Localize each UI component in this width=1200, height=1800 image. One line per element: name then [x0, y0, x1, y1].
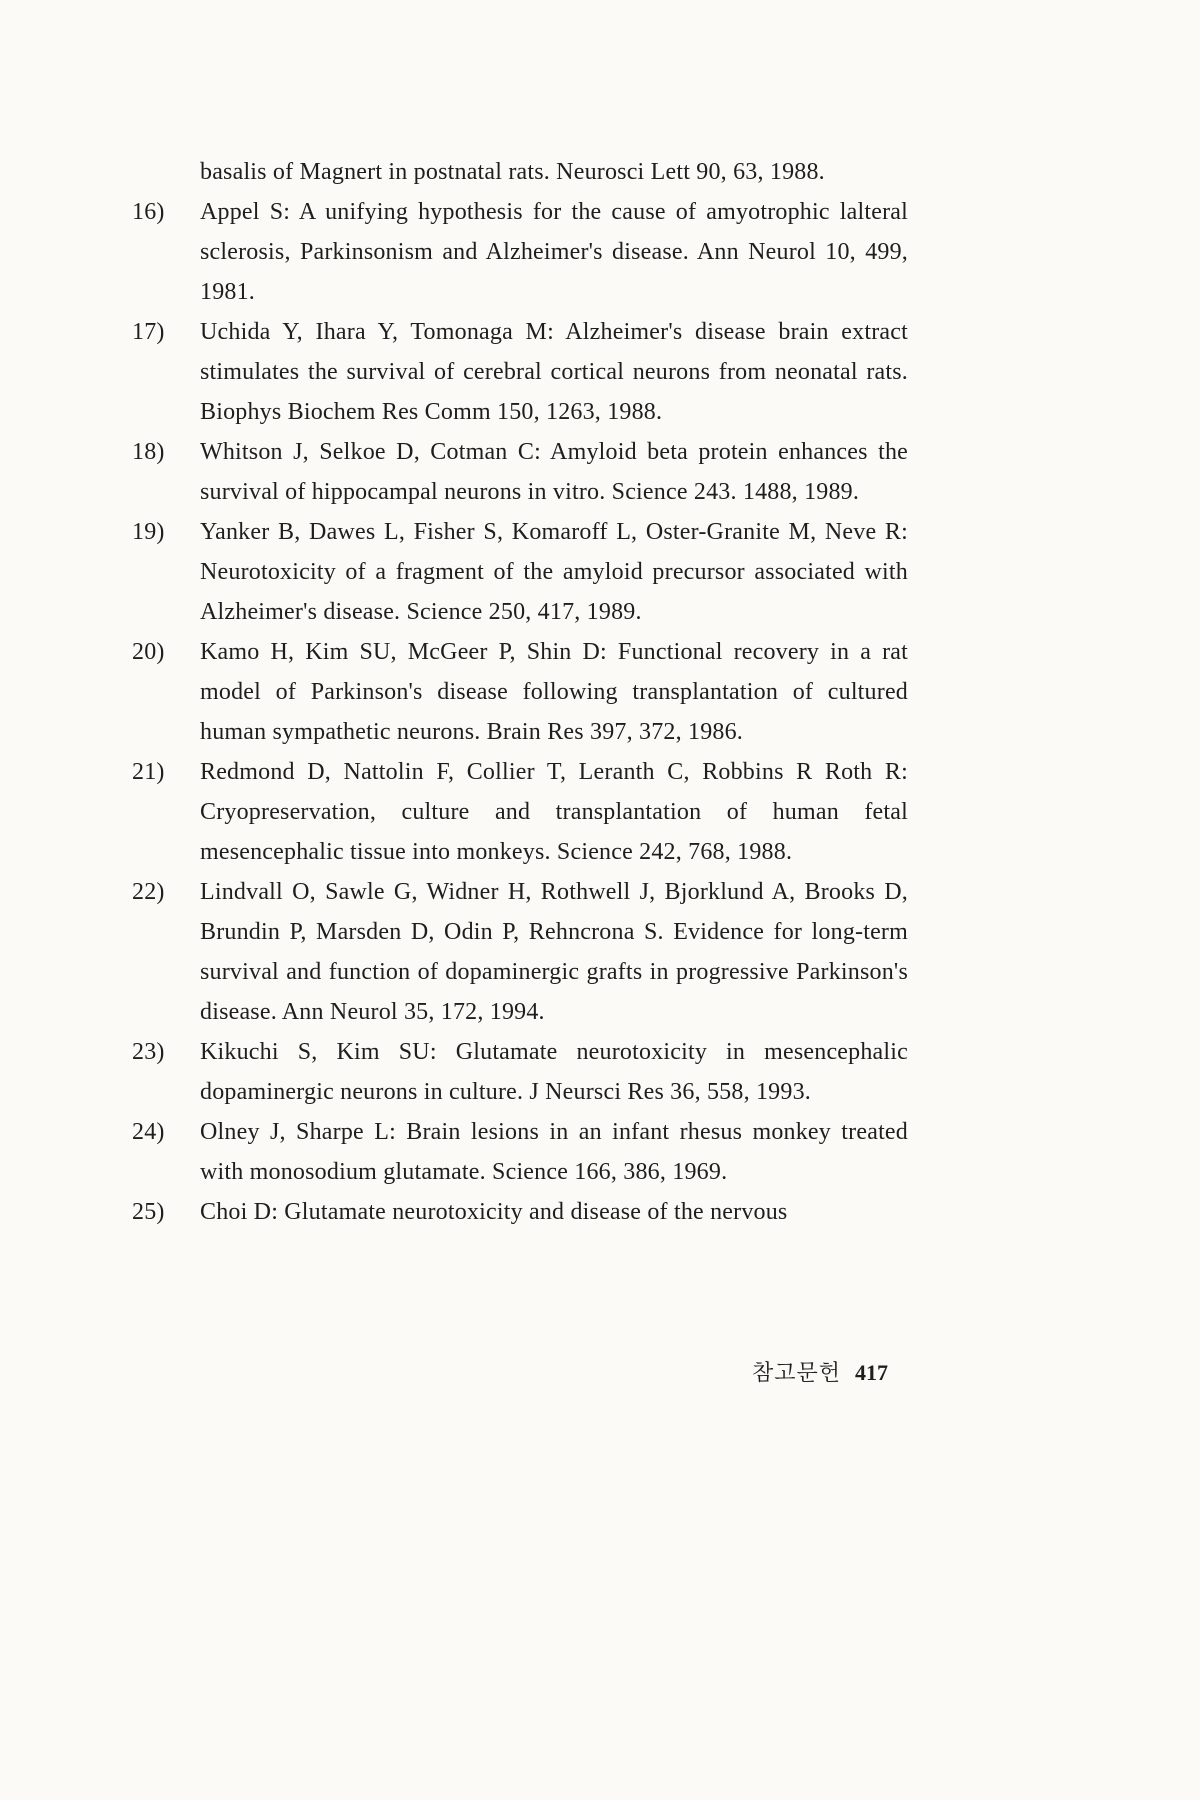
reference-item	[132, 192, 908, 312]
reference-number: 23)	[132, 1039, 165, 1065]
footer-page-number: 417	[855, 1360, 888, 1385]
references-list	[132, 152, 908, 1232]
reference-text: Whitson J, Selkoe D, Cotman C: Amyloid beta protein enhances the survival of hippocampal neurons in vitro. Science 243. 1488, 1989.	[200, 439, 908, 505]
reference-text: Choi D: Glutamate neurotoxicity and disease of the nervous	[200, 1199, 788, 1225]
reference-item	[132, 872, 908, 1032]
reference-text: Olney J, Sharpe L: Brain lesions in an infant rhesus monkey treated with monosodium glutamate. Science 166, 386, 1969.	[200, 1119, 908, 1185]
reference-item	[132, 1192, 908, 1232]
reference-number: 24)	[132, 1119, 165, 1145]
reference-item	[132, 1032, 908, 1112]
reference-text: Appel S: A unifying hypothesis for the cause of amyotrophic lalteral sclerosis, Parkinsonism and Alzheimer's disease. Ann Neurol 10, 499, 1981.	[200, 199, 908, 305]
reference-number: 16)	[132, 199, 165, 225]
reference-item	[132, 632, 908, 752]
reference-number: 19)	[132, 519, 165, 545]
reference-item	[132, 312, 908, 432]
reference-number: 18)	[132, 439, 165, 465]
reference-item	[132, 1112, 908, 1192]
reference-number: 17)	[132, 319, 165, 345]
footer-section-label: 참고문헌	[751, 1360, 841, 1385]
reference-text: basalis of Magnert in postnatal rats. Neurosci Lett 90, 63, 1988.	[200, 159, 825, 185]
reference-item	[132, 432, 908, 512]
reference-text: Redmond D, Nattolin F, Collier T, Leranth C, Robbins R Roth R: Cryopreservation, culture and transplantation of human fetal mesencephalic tissue into monkeys. Science 242, 768, 1988.	[200, 759, 908, 865]
reference-text: Yanker B, Dawes L, Fisher S, Komaroff L, Oster-Granite M, Neve R: Neurotoxicity of a fragment of the amyloid precursor associated with Alzheimer's disease. Science 250, 417, 1989.	[200, 519, 908, 625]
reference-number: 25)	[132, 1199, 165, 1225]
reference-number: 22)	[132, 879, 165, 905]
reference-text: Lindvall O, Sawle G, Widner H, Rothwell J, Bjorklund A, Brooks D, Brundin P, Marsden D, Odin P, Rehncrona S. Evidence for long-term survival and function of dopaminergic grafts in progressive Parkinson's disease. Ann Neurol 35, 172, 1994.	[200, 879, 908, 1025]
reference-text: Kikuchi S, Kim SU: Glutamate neurotoxicity in mesencephalic dopaminergic neurons in culture. J Neursci Res 36, 558, 1993.	[200, 1039, 908, 1105]
reference-item	[132, 152, 908, 192]
reference-item	[132, 752, 908, 872]
reference-number: 21)	[132, 759, 165, 785]
page-footer	[132, 1358, 888, 1388]
reference-text: Uchida Y, Ihara Y, Tomonaga M: Alzheimer's disease brain extract stimulates the survival of cerebral cortical neurons from neonatal rats. Biophys Biochem Res Comm 150, 1263, 1988.	[200, 319, 908, 425]
reference-number: 20)	[132, 639, 165, 665]
reference-text: Kamo H, Kim SU, McGeer P, Shin D: Functional recovery in a rat model of Parkinson's disease following transplantation of cultured human sympathetic neurons. Brain Res 397, 372, 1986.	[200, 639, 908, 745]
reference-item	[132, 512, 908, 632]
